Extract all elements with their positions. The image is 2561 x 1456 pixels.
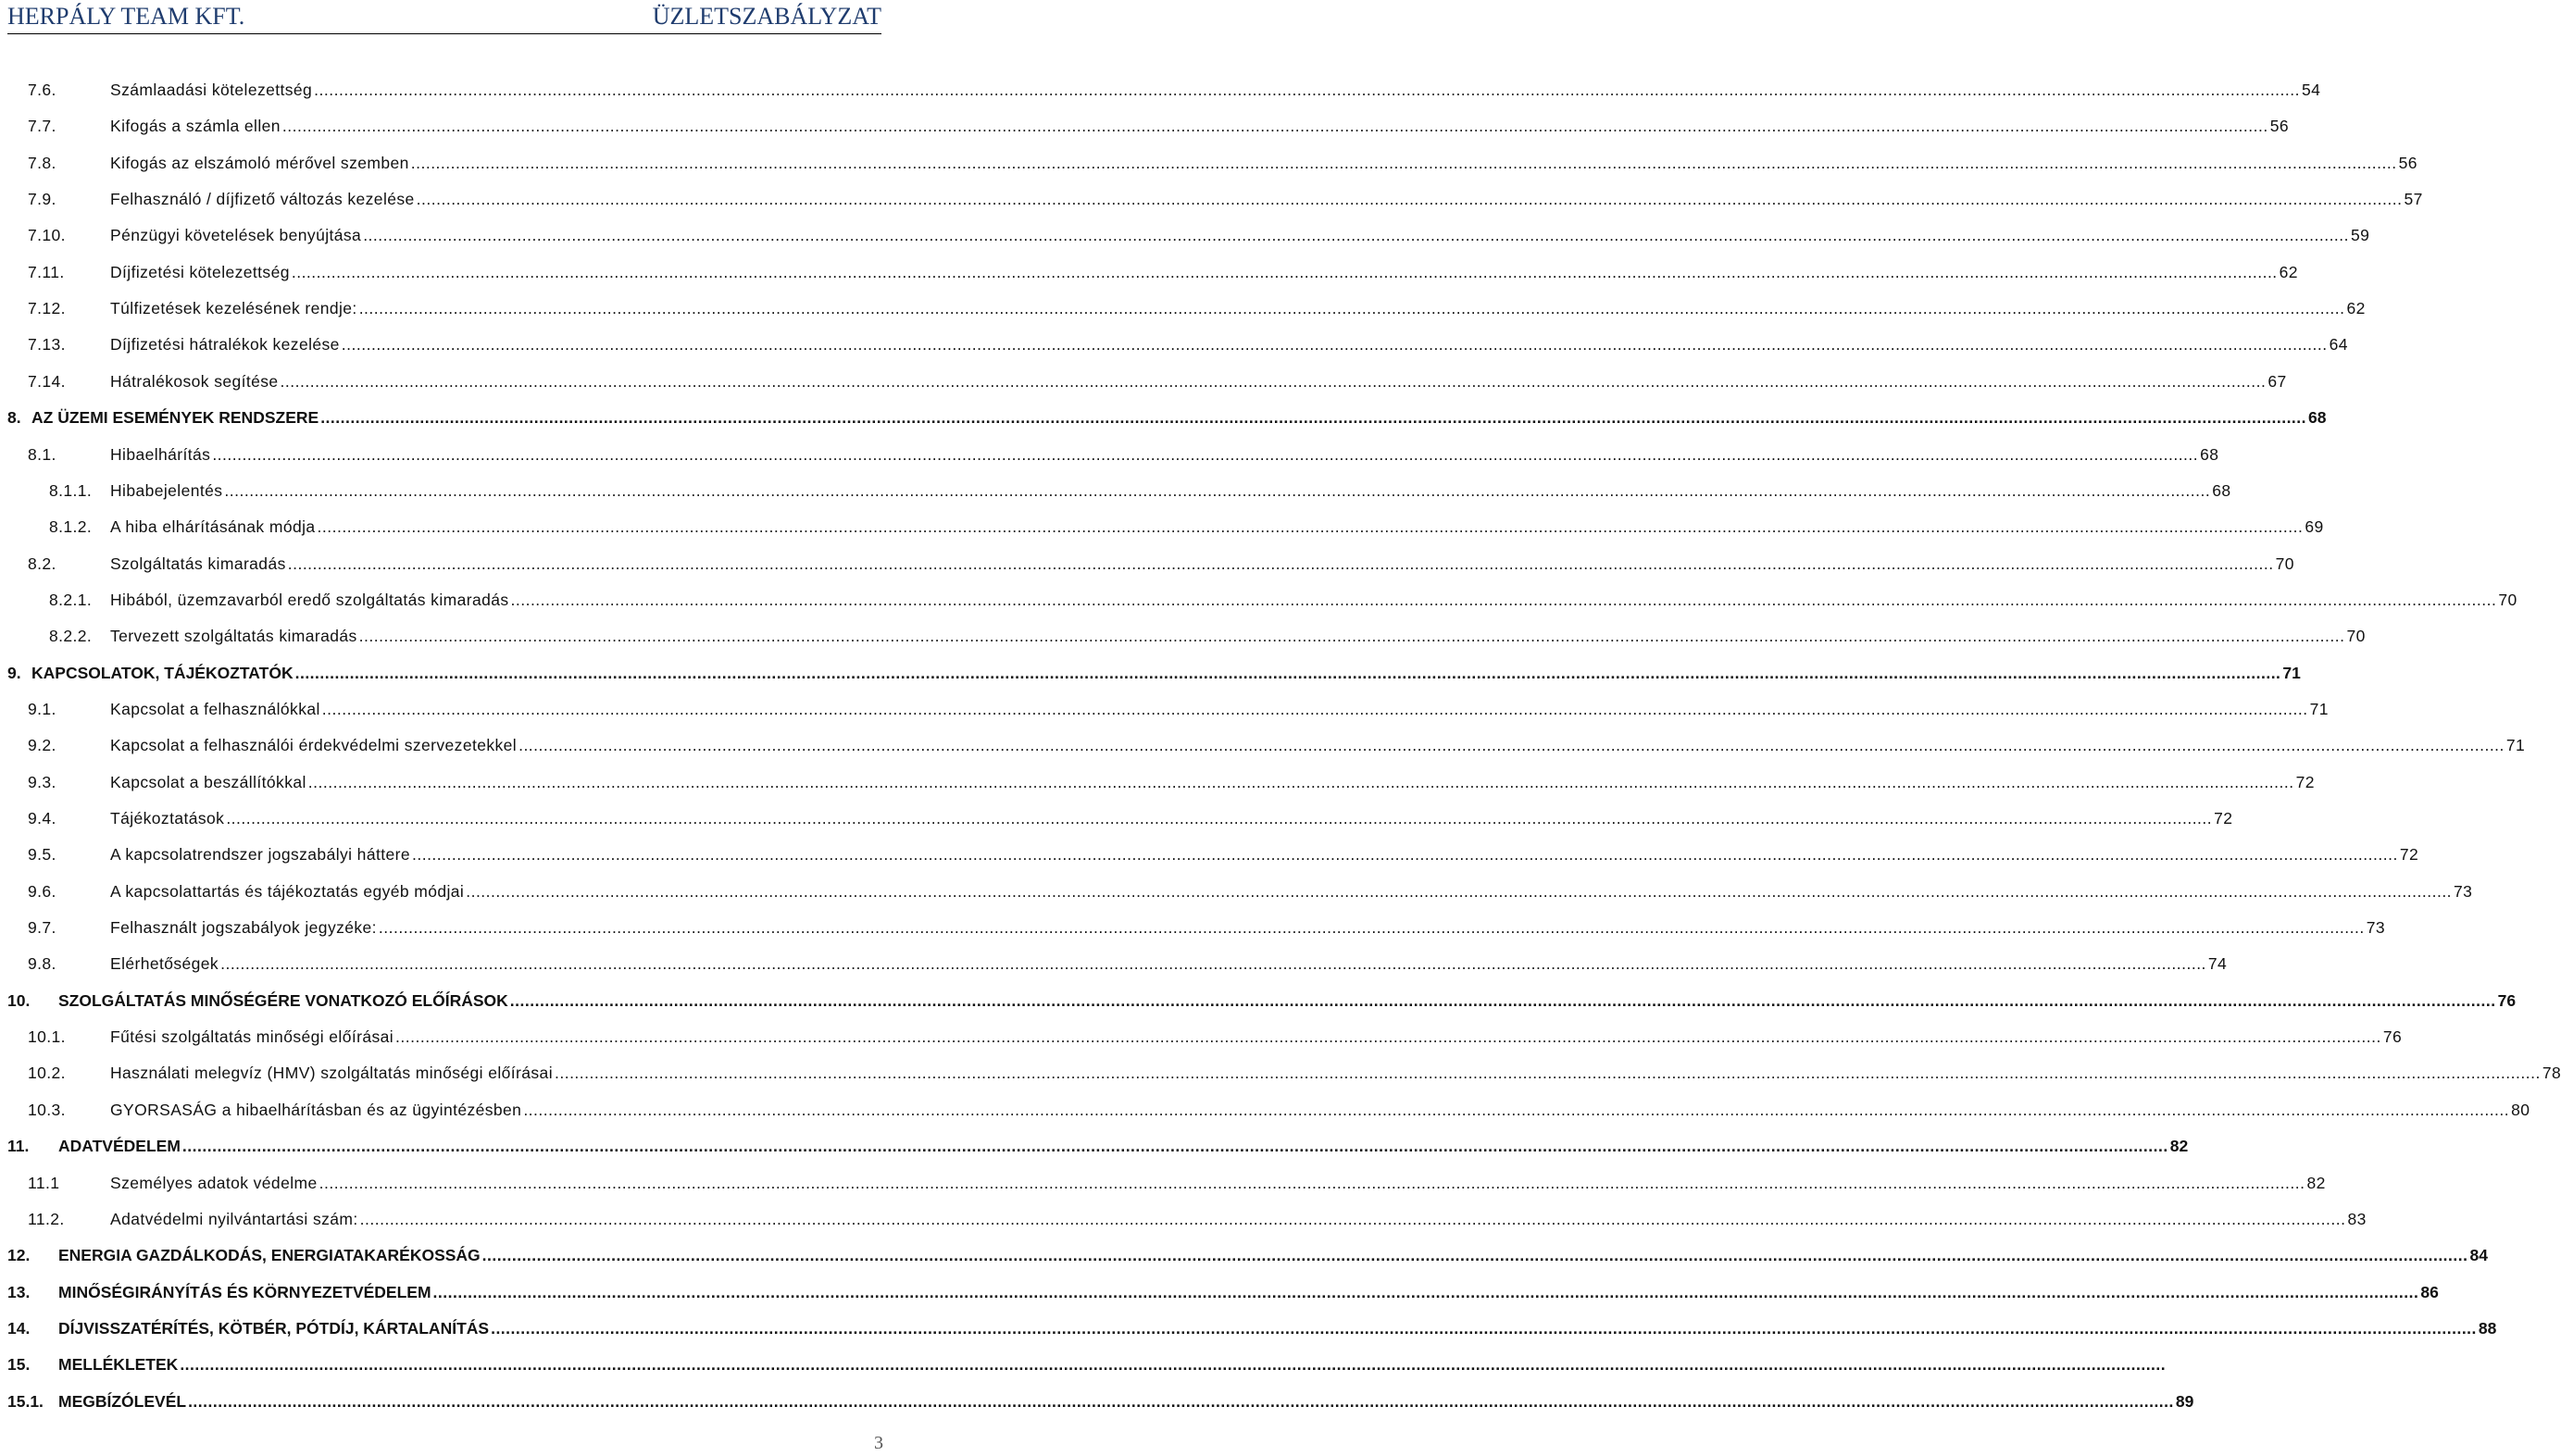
toc-entry[interactable] [0,805,2233,831]
toc-entry[interactable] [0,442,2219,467]
toc-entry-number: 8.2.1. [49,590,93,609]
toc-entry-page: 72 [2295,772,2315,791]
toc-entry[interactable] [0,331,2348,357]
toc-entry-title: Hibából, üzemzavarból eredő szolgáltatás kimaradás [110,590,509,609]
toc-entry-number: 10. [7,990,31,1010]
toc-entry-number: 12. [7,1246,31,1265]
toc-entry[interactable] [0,878,2473,904]
toc-entry-page: 83 [2347,1209,2367,1228]
toc-entry-number: 15.1. [7,1391,44,1411]
toc-entry-number: 10.1. [28,1027,66,1047]
toc-entry-page: 74 [2207,954,2228,974]
dot-leader: ................................................................................................................................................................................................................................................................................................................................................................................................................ [358,627,2345,646]
toc-entry[interactable] [0,1315,2497,1341]
dot-leader: ................................................................................................................................................................................................................................................................................................................................................................................................................ [291,262,2278,281]
toc-entry-page: 68 [2212,480,2231,500]
toc-entry-number: 9.7. [28,918,56,938]
toc-entry[interactable] [0,77,2321,103]
toc-entry-number: 9.8. [28,954,56,974]
toc-entry[interactable] [0,1060,2561,1086]
toc-entry-number: 7.13. [28,335,66,355]
toc-entry-number: 11.2. [28,1209,65,1228]
dot-leader: ................................................................................................................................................................................................................................................................................................................................................................................................................ [363,226,2350,245]
toc-entry[interactable] [0,951,2228,977]
toc-entry-page: 76 [2497,990,2517,1010]
toc-entry-page: 72 [2214,809,2233,828]
toc-entry-page: 71 [2309,699,2329,718]
toc-entry-page: 64 [2329,335,2348,355]
toc-entry[interactable] [0,1097,2530,1123]
toc-entry-number: 11. [7,1137,30,1156]
toc-entry-number: 7.10. [28,226,66,245]
toc-entry-page: 68 [2308,408,2327,428]
toc-entry[interactable] [0,259,2298,285]
toc-entry-title: Tervezett szolgáltatás kimaradás [110,627,357,646]
toc-entry-page: 78 [2542,1064,2561,1083]
toc-entry-number: 7.6. [28,81,56,99]
dot-leader: ................................................................................................................................................................................................................................................................................................................................................................................................................ [281,117,2268,136]
toc-entry-number: 8.1.1. [49,480,93,500]
toc-entry-title: MINŐSÉGIRÁNYÍTÁS ÉS KÖRNYEZETVÉDELEM [58,1282,431,1301]
dot-leader: ................................................................................................................................................................................................................................................................................................................................................................................................................ [314,81,2300,99]
dot-leader: ................................................................................................................................................................................................................................................................................................................................................................................................................ [180,1355,2167,1375]
toc-entry-page: 70 [2275,554,2294,573]
toc-entry-page: 54 [2302,81,2321,99]
toc-entry[interactable] [0,841,2419,867]
toc-entry[interactable] [0,1351,2167,1377]
toc-entry-title: Fűtési szolgáltatás minőségi előírásai [110,1027,394,1047]
dot-leader: ................................................................................................................................................................................................................................................................................................................................................................................................................ [554,1064,2541,1083]
toc-entry-title: Kapcsolat a felhasználói érdekvédelmi szervezetekkel [110,736,518,755]
toc-entry-title: ADATVÉDELEM [58,1137,181,1156]
toc-entry[interactable] [0,696,2329,722]
toc-entry[interactable] [0,222,2370,248]
toc-entry-page: 71 [2505,736,2526,755]
toc-entry[interactable] [0,915,2386,940]
toc-entry-title: Számlaadási kötelezettség [110,81,313,99]
dot-leader: ................................................................................................................................................................................................................................................................................................................................................................................................................ [212,444,2199,464]
toc-entry[interactable] [0,1206,2367,1232]
dot-leader: ................................................................................................................................................................................................................................................................................................................................................................................................................ [307,772,2294,791]
toc-entry-page: 82 [2169,1137,2189,1156]
toc-entry-page: 82 [2306,1173,2326,1192]
toc-entry-title: Hibaelhárítás [110,444,211,464]
toc-entry-number: 7.7. [28,117,56,136]
toc-entry-number: 7.8. [28,153,56,172]
toc-entry-title: Szolgáltatás kimaradás [110,554,286,573]
dot-leader: ................................................................................................................................................................................................................................................................................................................................................................................................................ [220,954,2206,974]
toc-entry[interactable] [0,295,2366,321]
toc-entry-title: Adatvédelmi nyilvántartási szám: [110,1209,358,1228]
toc-entry-title: Díjfizetési hátralékok kezelése [110,335,340,355]
document-title: ÜZLETSZABÁLYZAT [652,3,881,30]
toc-entry-title: Használati melegvíz (HMV) szolgáltatás minőségi előírásai [110,1064,553,1083]
toc-entry-page: 70 [2346,627,2366,646]
dot-leader: ................................................................................................................................................................................................................................................................................................................................................................................................................ [317,517,2304,537]
toc-entry-title: Kifogás az elszámoló mérővel szemben [110,153,409,172]
toc-entry-title: Hátralékosok segítése [110,371,279,391]
toc-entry-title: SZOLGÁLTATÁS MINŐSÉGÉRE VONATKOZÓ ELŐÍRÁSOK [58,990,508,1010]
toc-entry-number: 9.6. [28,881,56,901]
toc-entry-number: 15. [7,1355,31,1375]
toc-entry[interactable] [0,1024,2403,1050]
dot-leader: ................................................................................................................................................................................................................................................................................................................................................................................................................ [523,1100,2510,1119]
toc-entry-page: 71 [2282,663,2301,682]
toc-entry[interactable] [0,1279,2439,1305]
toc-entry-title: Kapcsolat a beszállítókkal [110,772,306,791]
page-header [7,0,881,34]
toc-entry-title: MELLÉKLETEK [58,1355,179,1375]
dot-leader: ................................................................................................................................................................................................................................................................................................................................................................................................................ [341,335,2328,355]
toc-entry[interactable] [0,150,2417,176]
toc-entry-number: 9.4. [28,809,56,828]
toc-entry[interactable] [0,368,2287,394]
dot-leader: ................................................................................................................................................................................................................................................................................................................................................................................................................ [411,845,2398,865]
dot-leader: ................................................................................................................................................................................................................................................................................................................................................................................................................ [491,1318,2477,1338]
page-number: 3 [874,1433,883,1453]
toc-entry-page: 62 [2279,262,2298,281]
toc-entry-title: MEGBÍZÓLEVÉL [58,1391,187,1411]
toc-entry-number: 7.12. [28,299,66,318]
toc-entry[interactable] [0,514,2324,540]
toc-entry[interactable] [0,551,2294,577]
toc-entry-number: 9.1. [28,699,56,718]
toc-entry-title: ENERGIA GAZDÁLKODÁS, ENERGIATAKARÉKOSSÁG [58,1246,481,1265]
toc-entry[interactable] [0,660,2301,686]
dot-leader: ................................................................................................................................................................................................................................................................................................................................................................................................................ [466,881,2453,901]
toc-entry-title: Hibabejelentés [110,480,223,500]
toc-entry-page: 59 [2351,226,2370,245]
dot-leader: ................................................................................................................................................................................................................................................................................................................................................................................................................ [280,371,2267,391]
dot-leader: ................................................................................................................................................................................................................................................................................................................................................................................................................ [321,699,2308,718]
dot-leader: ................................................................................................................................................................................................................................................................................................................................................................................................................ [188,1391,2174,1411]
toc-entry-title: AZ ÜZEMI ESEMÉNYEK RENDSZERE [31,408,319,428]
toc-entry-number: 7.9. [28,190,56,209]
toc-entry-page: 68 [2200,444,2219,464]
company-name: HERPÁLY TEAM KFT. [7,3,245,30]
dot-leader: ................................................................................................................................................................................................................................................................................................................................................................................................................ [518,736,2505,755]
toc-entry-title: Felhasználó / díjfizető változás kezelése [110,190,415,209]
toc-entry-title: KAPCSOLATOK, TÁJÉKOZTATÓK [31,663,294,682]
toc-entry-number: 10.2. [28,1064,66,1083]
toc-entry-page: 73 [2454,881,2473,901]
toc-entry-number: 8.1. [28,444,56,464]
toc-entry-page: 56 [2269,117,2289,136]
toc-entry-title: Díjfizetési kötelezettség [110,262,290,281]
toc-entry-title: Kapcsolat a felhasználókkal [110,699,320,718]
toc-entry-number: 8.2.2. [49,627,93,646]
toc-entry-title: GYORSASÁG a hibaelhárításban és az ügyintézésben [110,1100,522,1119]
dot-leader: ................................................................................................................................................................................................................................................................................................................................................................................................................ [224,480,2211,500]
toc-entry[interactable] [0,769,2315,795]
dot-leader: ................................................................................................................................................................................................................................................................................................................................................................................................................ [287,554,2274,573]
toc-entry-page: 89 [2175,1391,2194,1411]
toc-entry[interactable] [0,587,2517,613]
toc-entry-page: 56 [2398,153,2417,172]
toc-entry-number: 13. [7,1282,31,1301]
dot-leader: ................................................................................................................................................................................................................................................................................................................................................................................................................ [510,590,2497,609]
toc-entry-page: 62 [2346,299,2366,318]
toc-entry[interactable] [0,113,2289,139]
dot-leader: ................................................................................................................................................................................................................................................................................................................................................................................................................ [410,153,2397,172]
toc-entry-page: 80 [2511,1100,2530,1119]
toc-entry-title: A kapcsolattartás és tájékoztatás egyéb módjai [110,881,465,901]
toc-entry-title: Személyes adatok védelme [110,1173,318,1192]
toc-entry[interactable] [0,988,2517,1014]
toc-entry-page: 73 [2366,918,2386,938]
toc-entry-number: 9.3. [28,772,56,791]
toc-entry-number: 9. [7,663,21,682]
dot-leader: ................................................................................................................................................................................................................................................................................................................................................................................................................ [358,299,2345,318]
dot-leader: ................................................................................................................................................................................................................................................................................................................................................................................................................ [395,1027,2381,1047]
toc-entry-page: 69 [2305,517,2324,537]
toc-entry-number: 11.1 [28,1173,60,1192]
toc-entry[interactable] [0,1242,2488,1268]
dot-leader: ................................................................................................................................................................................................................................................................................................................................................................................................................ [416,190,2403,209]
toc-entry-title: Felhasznált jogszabályok jegyzéke: [110,918,377,938]
toc-entry-page: 86 [2420,1282,2439,1301]
toc-entry-title: Kifogás a számla ellen [110,117,281,136]
toc-entry-number: 8.1.2. [49,517,93,537]
toc-entry-title: Túlfizetések kezelésének rendje: [110,299,357,318]
toc-entry[interactable] [0,1388,2194,1414]
toc-entry-number: 8. [7,408,21,428]
toc-entry-number: 10.3. [28,1100,66,1119]
toc-entry-title: Elérhetőségek [110,954,219,974]
dot-leader: ................................................................................................................................................................................................................................................................................................................................................................................................................ [359,1209,2346,1228]
toc-entry-page: 84 [2469,1246,2488,1265]
toc-entry[interactable] [0,404,2327,430]
toc-entry-page: 70 [2498,590,2517,609]
dot-leader: ................................................................................................................................................................................................................................................................................................................................................................................................................ [226,809,2213,828]
toc-entry[interactable] [0,186,2423,212]
toc-entry-title: A hiba elhárításának módja [110,517,316,537]
dot-leader: ................................................................................................................................................................................................................................................................................................................................................................................................................ [294,663,2281,682]
toc-entry[interactable] [0,623,2366,649]
toc-entry-number: 7.11. [28,262,65,281]
toc-entry-page: 67 [2267,371,2287,391]
toc-entry-number: 14. [7,1318,31,1338]
toc-entry-page: 88 [2478,1318,2497,1338]
dot-leader: ................................................................................................................................................................................................................................................................................................................................................................................................................ [320,408,2307,428]
dot-leader: ................................................................................................................................................................................................................................................................................................................................................................................................................ [509,990,2496,1010]
toc-entry[interactable] [0,1170,2326,1196]
toc-entry[interactable] [0,1133,2189,1159]
toc-entry-title: A kapcsolatrendszer jogszabályi háttere [110,845,410,865]
toc-entry-page: 72 [2399,845,2419,865]
toc-entry[interactable] [0,732,2526,758]
toc-entry-number: 9.5. [28,845,56,865]
dot-leader: ................................................................................................................................................................................................................................................................................................................................................................................................................ [481,1246,2468,1265]
toc-entry-number: 9.2. [28,736,56,755]
toc-entry-page: 57 [2404,190,2423,209]
toc-entry-number: 7.14. [28,371,66,391]
dot-leader: ................................................................................................................................................................................................................................................................................................................................................................................................................ [432,1282,2419,1301]
dot-leader: ................................................................................................................................................................................................................................................................................................................................................................................................................ [378,918,2365,938]
toc-entry-page: 76 [2382,1027,2403,1047]
toc-entry[interactable] [0,478,2231,504]
dot-leader: ................................................................................................................................................................................................................................................................................................................................................................................................................ [181,1137,2168,1156]
toc-entry-title: Tájékoztatások [110,809,225,828]
toc-entry-title: DÍJVISSZATÉRÍTÉS, KÖTBÉR, PÓTDÍJ, KÁRTALANÍTÁS [58,1318,490,1338]
toc-entry-number: 8.2. [28,554,56,573]
dot-leader: ................................................................................................................................................................................................................................................................................................................................................................................................................ [319,1173,2305,1192]
toc-entry-title: Pénzügyi követelések benyújtása [110,226,362,245]
